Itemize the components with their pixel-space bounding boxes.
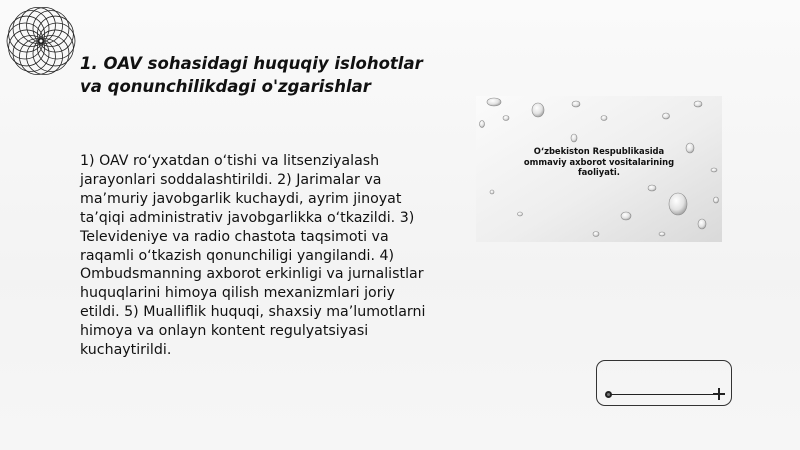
media-player-control[interactable] — [596, 360, 732, 406]
logo-ring — [27, 7, 63, 43]
media-progress-track[interactable] — [609, 394, 719, 395]
slide-picture[interactable] — [476, 96, 722, 242]
logo-ring — [19, 7, 55, 43]
picture-caption: O‘zbekiston Respublikasida ommaviy axborot vositalarining faoliyati. — [523, 146, 675, 177]
playhead-dot-icon[interactable] — [605, 391, 612, 398]
logo-ring — [19, 39, 55, 75]
spirograph-logo-icon — [4, 4, 78, 78]
slide-title: 1. OAV sohasidagi huquqiy islohotlar va qonunchilikdagi o'zgarishlar — [80, 54, 423, 96]
slide-body-text: 1) OAV ro‘yxatdan o‘tishi va litsenziyalash jarayonlari soddalashtirildi. 2) Jarimalar va ma’muriy javobgarlik kuchaydi, ayrim jinoyat ta’qiqi administrativ javobgarlikka o‘tkazildi. 3) Televideniye va radio chastota taqsimoti va raqamli o‘tkazish qonunchiligi yangilandi. 4) Ombudsmanning axborot erkinligi va jurnalistlar huquqlarini himoya qilish mexanizmlari joriy etildi. 5) Mualliflik huquqi, shaxsiy ma’lumotlarni himoya va onlayn kontent regulyatsiyasi kuchaytirildi. — [80, 153, 426, 359]
plus-icon[interactable] — [713, 388, 725, 400]
logo-ring — [27, 39, 63, 75]
